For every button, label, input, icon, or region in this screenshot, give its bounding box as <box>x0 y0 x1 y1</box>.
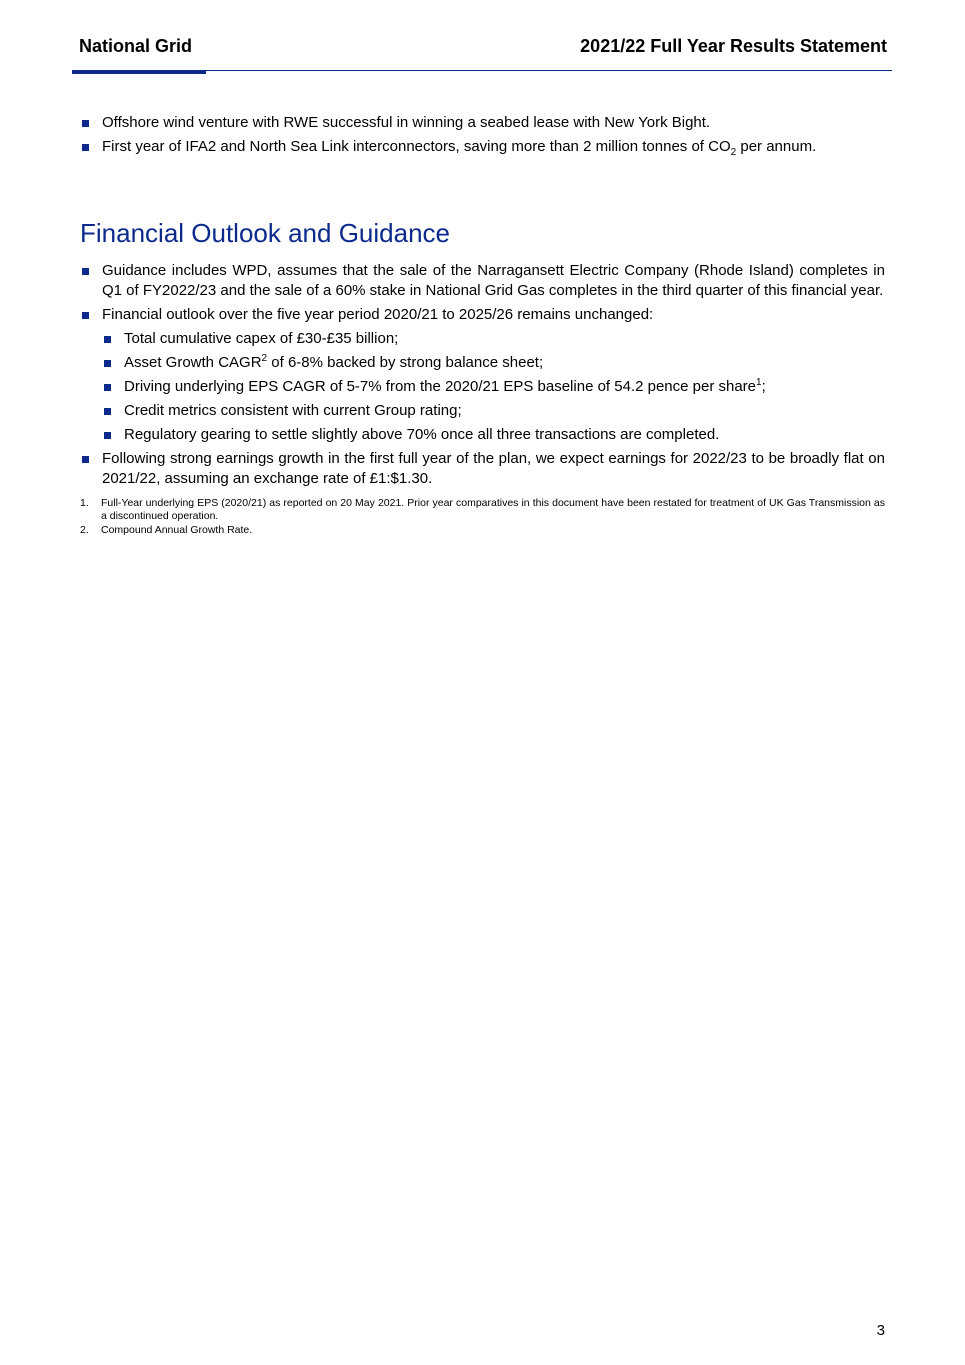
footnote-number: 2. <box>80 524 89 536</box>
document-title: 2021/22 Full Year Results Statement <box>580 36 887 56</box>
bullet-text: per annum. <box>736 138 817 155</box>
bullet-text: Following strong earnings growth in the first full year of the plan, we expect earnings for 2022/23 to be broadly flat on 2021/22, assuming an exchange rate of £1:$1.30. <box>102 450 885 487</box>
footnote-ref: 1 <box>756 377 762 388</box>
list-item <box>80 137 885 157</box>
square-bullet-icon <box>82 120 89 127</box>
outlook-sub-bullet-list <box>80 329 885 445</box>
bullet-text: First year of IFA2 and North Sea Link interconnectors, saving more than 2 million tonnes of CO <box>102 138 731 155</box>
square-bullet-icon <box>104 408 111 415</box>
square-bullet-icon <box>82 312 89 319</box>
footnote-ref: 2 <box>261 353 268 364</box>
footnote-number: 1. <box>80 497 89 509</box>
footnote-text: Compound Annual Growth Rate. <box>101 524 253 536</box>
square-bullet-icon <box>104 336 111 343</box>
intro-bullet-list <box>80 113 885 157</box>
bullet-text: Regulatory gearing to settle slightly above 70% once all three transactions are completed. <box>124 426 720 443</box>
page-number: 3 <box>876 1322 885 1339</box>
bullet-text: Offshore wind venture with RWE successful in winning a seabed lease with New York Bight. <box>102 114 711 131</box>
footnote <box>80 497 885 523</box>
list-item <box>102 401 885 421</box>
bullet-text: Driving underlying EPS CAGR of 5-7% from the 2020/21 EPS baseline of 54.2 pence per share <box>124 378 757 395</box>
list-item <box>102 377 885 397</box>
list-item <box>80 113 885 133</box>
list-item <box>102 329 885 349</box>
list-item <box>80 261 885 301</box>
list-item <box>80 449 885 489</box>
square-bullet-icon <box>82 268 89 275</box>
bullet-text: Asset Growth CAGR <box>124 354 262 371</box>
bullet-text: Credit metrics consistent with current Group rating; <box>124 402 462 419</box>
footnote-text: Full-Year underlying EPS (2020/21) as reported on 20 May 2021. Prior year comparatives in this document have been restated for treatment of UK Gas Transmission as a discontinued operation. <box>101 497 885 522</box>
bullet-text: Guidance includes WPD, assumes that the sale of the Narragansett Electric Company (Rhode Island) completes in Q1 of FY2022/23 and the sale of a 60% stake in National Grid Gas completes in the third quarter of this financial year. <box>102 262 885 299</box>
footnotes <box>80 497 885 537</box>
square-bullet-icon <box>104 432 111 439</box>
subscript: 2 <box>730 147 737 158</box>
guidance-bullet-list <box>80 261 885 325</box>
bullet-text: ; <box>761 378 766 395</box>
list-item <box>102 353 885 373</box>
header-accent-bar <box>72 70 206 74</box>
list-item <box>102 425 885 445</box>
company-name: National Grid <box>79 36 193 56</box>
list-item <box>80 305 885 325</box>
bullet-text: Financial outlook over the five year period 2020/21 to 2025/26 remains unchanged: <box>102 306 654 323</box>
bullet-text: Total cumulative capex of £30-£35 billion; <box>124 330 399 347</box>
bullet-text: of 6-8% backed by strong balance sheet; <box>267 354 544 371</box>
page-content <box>80 113 885 553</box>
square-bullet-icon <box>82 144 89 151</box>
square-bullet-icon <box>82 456 89 463</box>
guidance-bullet-list-continued <box>80 449 885 489</box>
square-bullet-icon <box>104 384 111 391</box>
footnote <box>80 524 885 537</box>
section-heading: Financial Outlook and Guidance <box>80 218 451 248</box>
square-bullet-icon <box>104 360 111 367</box>
